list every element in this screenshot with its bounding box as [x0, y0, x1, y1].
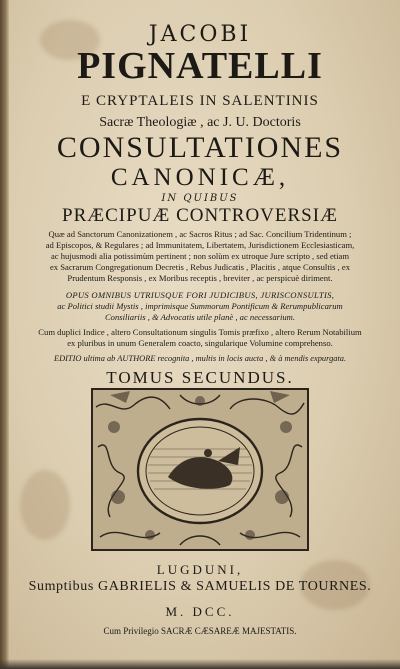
- author-degree: Sacræ Theologiæ , ac J. U. Doctoris: [99, 115, 301, 130]
- title-line-1: CONSULTATIONES: [56, 131, 344, 164]
- printer-device-engraving: [90, 387, 310, 552]
- imprint-printer: Sumptibus GABRIELIS & SAMUELIS DE TOURNES.: [28, 579, 372, 594]
- description-line: ac hujusmodi alia potissimùm pertinent ; non solùm ex utroque Jure scripto , sed etiam: [50, 251, 350, 261]
- imprint-privilege: Cum Privilegio SACRÆ CÆSAREÆ MAJESTATIS.: [103, 626, 297, 636]
- paper-stain: [20, 470, 70, 540]
- in-quibus: IN QUIBUS: [161, 193, 239, 204]
- page-bottom-edge: [0, 659, 400, 669]
- author-origin: E CRYPTALEIS IN SALENTINIS: [81, 93, 319, 109]
- imprint-city: LUGDUNI,: [156, 562, 244, 577]
- audience-line: ac Politici studii Mystis , imprimisque Summorum Pontificum & Rerumpublicarum: [57, 301, 343, 311]
- author-first-name: JACOBI: [148, 22, 252, 47]
- author-last-name: PIGNATELLI: [77, 45, 323, 87]
- description-line: Quæ ad Sanctorum Canonizationem , ac Sacros Ritus ; ad Sac. Concilium Tridentinum ;: [48, 229, 352, 239]
- subtitle: PRÆCIPUÆ CONTROVERSIÆ: [62, 205, 338, 226]
- indices-line: ex pluribus in unum Generalem coacto, singularique Volumine comprehenso.: [67, 338, 333, 348]
- indices-line: Cum duplici Indice , altero Consultationum singulis Tomis præfixo , altero Rerum Notabilium: [38, 327, 362, 337]
- audience-line: Consiliariis , & Advocatis utile planè , ac necessarium.: [104, 312, 296, 322]
- description-line: Prudentum Responsis , ex Moribus receptis , breviter , ac perspicuè diriment.: [67, 273, 333, 283]
- volume-title: TOMUS SECUNDUS.: [106, 368, 294, 387]
- description-line: ad Episcopos, & Regulares ; ad Immunitatem, Libertatem, Jurisdictionem Ecclesiasticam,: [45, 240, 355, 250]
- edition-note: EDITIO ultima ab AUTHORE recognita , multis in locis aucta , & à mendis expurgata.: [53, 354, 347, 363]
- description-line: ex Sacrarum Congregationum Decretis , Rebus Judicatis , Placitis , atque Consultis , ex: [49, 262, 350, 272]
- title-line-2: CANONICÆ,: [110, 164, 290, 191]
- book-spine: [0, 0, 9, 669]
- imprint-year: M. DCC.: [165, 604, 235, 619]
- audience-line: OPUS OMNIBUS UTRIUSQUE FORI JUDICIBUS, JURISCONSULTIS,: [65, 290, 335, 300]
